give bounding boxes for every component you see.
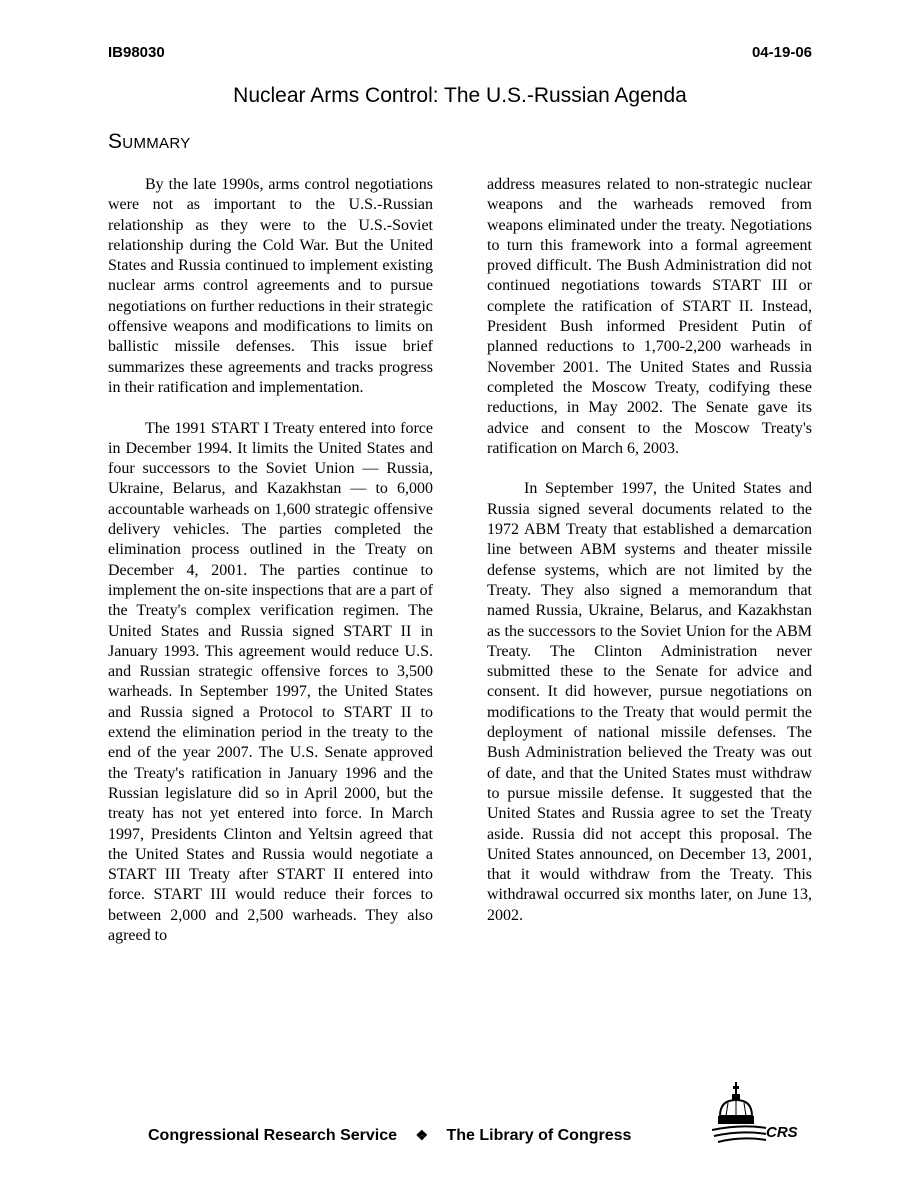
paragraph: In September 1997, the United States and Russia signed several documents related to the 1972 ABM Treaty that established a demarcation line between ABM systems and theater missile defense systems, which are not limited by the Treaty. They also signed a memorandum that named Russia, Ukraine, Belarus, and Kazakhstan as the successors to the Soviet Union for the ABM Treaty. The Clinton Administration never submitted these to the Senate for advice and consent. It did however, pursue negotiations on modifications to the Treaty that would permit the deployment of national missile defenses. The Bush Administration believed the Treaty was out of date, and that the United States must withdraw to pursue missile defense. It suggested that the United States and Russia agree to set the Treaty aside. Russia did not accept this proposal. The United States announced, on December 13, 2001, that it would withdraw from the Treaty. This withdrawal occurred six months later, on June 13, 2002.: [487, 480, 812, 924]
section-heading: Summary: [108, 130, 191, 153]
footer-publisher: Congressional Research Service: [148, 1127, 398, 1144]
paragraph: By the late 1990s, arms control negotiations were not as important to the U.S.-Russian relationship as they were to the U.S.-Soviet relationship during the Cold War. But the United States and Russia continued to implement existing nuclear arms control agreements and to pursue negotiations on further reductions in their strategic offensive weapons and modifications to limits on ballistic missile defenses. This issue brief summarizes these agreements and tracks progress in their ratification and implementation.: [108, 176, 433, 396]
right-column: [487, 175, 812, 946]
crs-logo-text: CRS: [766, 1124, 798, 1141]
report-number: IB98030: [108, 44, 165, 61]
page-title: Nuclear Arms Control: The U.S.-Russian Agenda: [233, 84, 687, 107]
footer-separator: ❖: [415, 1127, 429, 1143]
report-date: 04-19-06: [751, 44, 812, 61]
footer-library: The Library of Congress: [446, 1127, 632, 1144]
footer: [148, 1127, 631, 1145]
left-column: [108, 175, 433, 967]
paragraph: The 1991 START I Treaty entered into force in December 1994. It limits the United States and four successors to the Soviet Union — Russia, Ukraine, Belarus, and Kazakhstan — to 6,000 accountable warheads on 1,600 strategic offensive delivery vehicles. The parties completed the elimination process outlined in the Treaty on December 4, 2001. The parties continue to implement the on-site inspections that are a part of the Treaty's complex verification regimen. The United States and Russia signed START II in January 1993. This agreement would reduce U.S. and Russian strategic offensive forces to 3,500 warheads. In September 1997, the United States and Russia signed a Protocol to START II to extend the elimination period in the treaty to the end of the year 2007. The U.S. Senate approved the Treaty's ratification in January 1996 and the Russian legislature did so in April 2000, but the treaty has not yet entered into force. In March 1997, Presidents Clinton and Yeltsin agreed that the United States and Russia would negotiate a START III Treaty after START II entered into force. START III would reduce their forces to between 2,000 and 2,500 warheads. They also agreed to: [108, 419, 433, 944]
paragraph: address measures related to non-strategic nuclear weapons and the warheads removed from weapons eliminated under the treaty. Negotiations to turn this framework into a formal agreement proved difficult. The Bush Administration did not continued negotiations towards START III or complete the ratification of START II. Instead, President Bush informed President Putin of planned reductions to 1,700-2,200 warheads in November 2001. The United States and Russia completed the Moscow Treaty, codifying these reductions, in May 2002. The Senate gave its advice and consent to the Moscow Treaty's ratification on March 6, 2003.: [487, 176, 812, 457]
